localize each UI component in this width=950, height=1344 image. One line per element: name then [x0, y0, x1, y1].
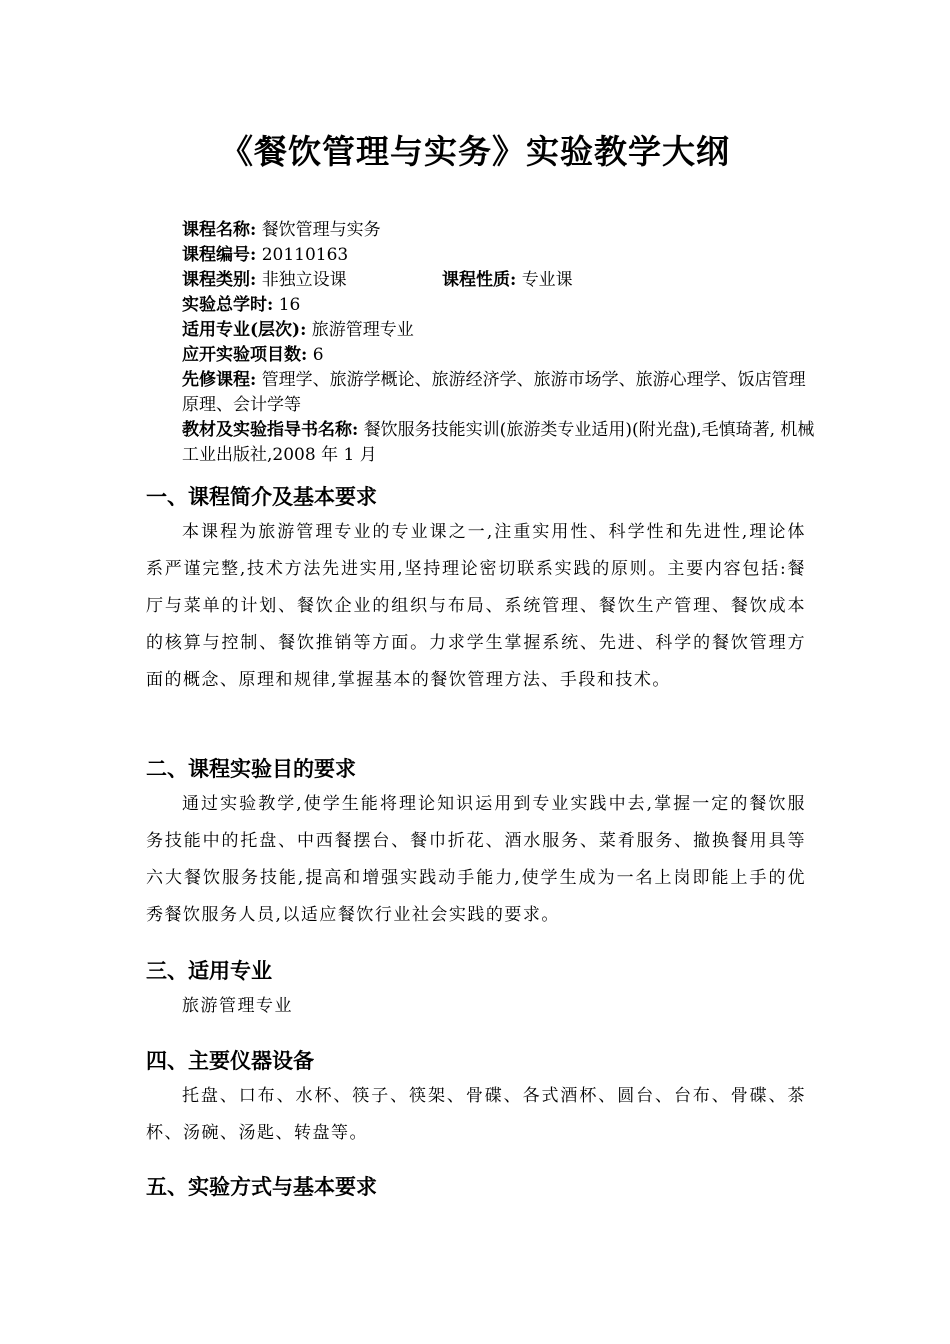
section-heading: 五、实验方式与基本要求 [146, 1174, 377, 1199]
projects-label: 应开实验项目数: [182, 345, 308, 365]
section-heading: 四、主要仪器设备 [146, 1048, 314, 1073]
section-paragraph: 旅游管理专业 [182, 996, 293, 1016]
prereq-row [182, 368, 822, 418]
major-label: 适用专业(层次): [182, 320, 307, 340]
total-hours-value: 16 [278, 295, 301, 315]
section-heading: 三、适用专业 [146, 958, 272, 983]
section-methods [146, 1172, 806, 1202]
section-applicable-major [146, 956, 806, 1025]
course-category-value: 非独立设课 [261, 270, 347, 290]
total-hours-row [182, 293, 822, 318]
course-code-label: 课程编号: [182, 245, 257, 265]
total-hours-label: 实验总学时: [182, 295, 274, 315]
projects-row [182, 343, 822, 368]
course-nature-value: 专业课 [521, 270, 573, 290]
course-info-block [182, 218, 822, 468]
projects-value: 6 [312, 345, 324, 365]
course-name-row [182, 218, 822, 243]
document-title: 《餐饮管理与实务》实验教学大纲 [220, 132, 730, 171]
course-category-label: 课程类别: [182, 270, 257, 290]
course-nature-label: 课程性质: [442, 270, 517, 290]
section-objectives [146, 754, 806, 934]
section-intro [146, 482, 806, 699]
section-equipment [146, 1046, 806, 1152]
prereq-value: 管理学、旅游学概论、旅游经济学、旅游市场学、旅游心理学、饭店管理原理、会计学等 [182, 370, 806, 415]
course-name-label: 课程名称: [182, 220, 257, 240]
major-value: 旅游管理专业 [311, 320, 414, 340]
section-paragraph: 通过实验教学,使学生能将理论知识运用到专业实践中去,掌握一定的餐饮服务技能中的托盘、中西餐摆台、餐巾折花、酒水服务、菜肴服务、撤换餐用具等六大餐饮服务技能,提高和增强实践动手能力,使学生成为一名上岗即能上手的优秀餐饮服务人员,以适应餐饮行业社会实践的要求。 [146, 794, 806, 925]
prereq-label: 先修课程: [182, 370, 257, 390]
course-name-value: 餐饮管理与实务 [261, 220, 381, 240]
textbook-value: 餐饮服务技能实训(旅游类专业适用)(附光盘),毛慎琦著, 机械工业出版社,2008 年 1 月 [182, 420, 815, 465]
course-code-row [182, 243, 822, 268]
section-paragraph: 托盘、口布、水杯、筷子、筷架、骨碟、各式酒杯、圆台、台布、骨碟、茶杯、汤碗、汤匙、转盘等。 [146, 1086, 806, 1143]
section-paragraph: 本课程为旅游管理专业的专业课之一,注重实用性、科学性和先进性,理论体系严谨完整,技术方法先进实用,坚持理论密切联系实践的原则。主要内容包括:餐厅与菜单的计划、餐饮企业的组织与布局、系统管理、餐饮生产管理、餐饮成本的核算与控制、餐饮推销等方面。力求学生掌握系统、先进、科学的餐饮管理方面的概念、原理和规律,掌握基本的餐饮管理方法、手段和技术。 [146, 522, 806, 690]
course-code-value: 20110163 [261, 245, 349, 265]
textbook-row [182, 418, 822, 468]
course-category-cell [182, 268, 442, 293]
section-heading: 一、课程简介及基本要求 [146, 484, 377, 509]
course-category-row [182, 268, 822, 293]
section-heading: 二、课程实验目的要求 [146, 756, 356, 781]
major-row [182, 318, 822, 343]
textbook-label: 教材及实验指导书名称: [182, 420, 359, 440]
